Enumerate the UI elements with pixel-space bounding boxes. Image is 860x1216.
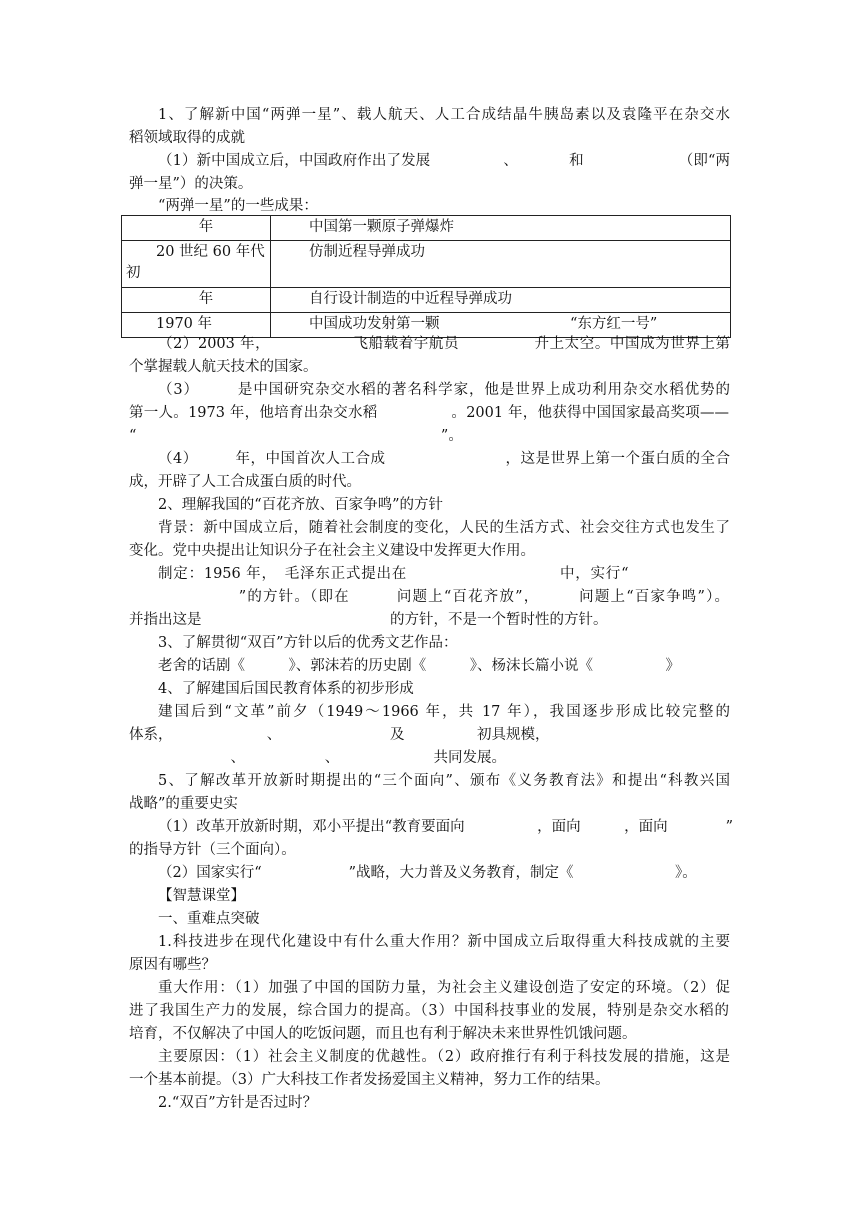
text-line: 建国后到“文革”前夕（1949～1966 年，共 17 年），我国逐步形成比较完整的 (158, 704, 730, 720)
text-line: （1）新中国成立后，中国政府作出了发展 、 和 （即“两 (158, 153, 730, 169)
table-row (122, 288, 731, 313)
table-row (122, 216, 731, 241)
text-line: “ ”。 (129, 428, 463, 444)
text-line: 的指导方针（三个面向）。 (129, 842, 296, 858)
text-line: （2）国家实行“ ”战略，大力普及义务教育，制定《 》。 (158, 865, 697, 881)
text-line: （3） 是中国研究杂交水稻的著名科学家，他是世界上成功利用杂交水稻优势的 (158, 382, 730, 398)
text-line: 重大作用：（1）加强了中国的国防力量，为社会主义建设创造了安定的环境。（2）促 (158, 980, 730, 996)
text-line: 4、了解建国后国民教育体系的初步形成 (158, 681, 414, 697)
text-line: 3、了解贯彻“双百”方针以后的优秀文艺作品： (158, 635, 458, 651)
text-line: 1、了解新中国“两弹一星”、载人航天、人工合成结晶牛胰岛素以及袁隆平在杂交水 (158, 107, 730, 123)
text-line: 制定：1956 年， 毛泽东正式提出在 中，实行“ (158, 566, 730, 582)
text-line: ”的方针。（即在 问题上“百花齐放”， 问题上“百家争鸣”）。 (129, 589, 729, 605)
question-line: 2.“双百”方针是否过时？ (158, 1095, 318, 1111)
text-line: 、 、 共同发展。 (129, 750, 506, 766)
table-cell: 年 (198, 291, 214, 307)
section-heading: 【智慧课堂】 (158, 888, 245, 904)
text-line: 主要原因：（1）社会主义制度的优越性。（2）政府推行有利于科技发展的措施，这是 (158, 1049, 730, 1065)
text-line: 第一人。1973 年，他培育出杂交水稻 。2001 年，他获得中国国家最高奖项—— (129, 405, 729, 421)
question-line: 原因有哪些？ (129, 957, 216, 973)
text-line: 培育，不仅解决了中国人的吃饭问题，而且也有利于解决未来世界性饥饿问题。 (129, 1026, 637, 1042)
text-line: 弹一星”）的决策。 (129, 176, 253, 192)
text-line: 背景：新中国成立后，随着社会制度的变化，人民的生活方式、社会交往方式也发生了 (158, 520, 730, 536)
text-line: 体系， 、 及 初具规模， (129, 727, 550, 743)
text-line: 变化。党中央提出让知识分子在社会主义建设中发挥更大作用。 (129, 543, 535, 559)
text-line: 战略”的重要史实 (129, 796, 238, 812)
text-line: （4） 年，中国首次人工合成 ，这是世界上第一个蛋白质的全合 (158, 451, 730, 467)
text-line: 2、理解我国的“百花齐放、百家争鸣”的方针 (158, 497, 444, 513)
question-line: 1.科技进步在现代化建设中有什么重大作用？新中国成立后取得重大科技成就的主要 (158, 934, 730, 950)
text-line: 一、重难点突破 (158, 911, 260, 927)
table-cell: 仿制近程导弹成功 (309, 244, 425, 260)
text-line: 一个基本前提。（3）广大科技工作者发扬爱国主义精神，努力工作的结果。 (129, 1072, 610, 1088)
table-row (122, 241, 731, 288)
text-line: 并指出这是 的方针，不是一个暂时性的方针。 (129, 612, 608, 628)
text-line: （2）2003 年， 飞船载着宇航员 升上太空。中国成为世界上第 (158, 336, 730, 352)
text-line: 老舍的话剧《 》、郭沫若的历史剧《 》、杨沫长篇小说《 》 (158, 658, 680, 674)
text-line: 成，开辟了人工合成蛋白质的时代。 (129, 474, 361, 490)
table-cell: 20 世纪 60 年代初 (126, 244, 265, 281)
text-line: 稻领域取得的成就 (129, 130, 245, 146)
text-line: “两弹一星”的一些成果： (158, 198, 318, 214)
table-cell: 1970 年 (156, 316, 213, 332)
table-cell: 年 (198, 219, 214, 235)
text-line: 进了我国生产力的发展，综合国力的提高。（3）中国科技事业的发展，特别是杂交水稻的 (129, 1003, 729, 1019)
table-cell: 中国成功发射第一颗 “东方红一号” (309, 316, 658, 332)
table-cell: 中国第一颗原子弹爆炸 (309, 219, 454, 235)
text-line: （1）改革开放新时期，邓小平提出“教育要面向 ，面向 ，面向 ” (158, 819, 734, 835)
text-line: 个掌握载人航天技术的国家。 (129, 359, 318, 375)
table-cell: 自行设计制造的中近程导弹成功 (309, 291, 512, 307)
text-line: 5、了解改革开放新时期提出的“三个面向”、颁布《义务教育法》和提出“科教兴国 (158, 773, 730, 789)
achievements-table (121, 215, 731, 338)
